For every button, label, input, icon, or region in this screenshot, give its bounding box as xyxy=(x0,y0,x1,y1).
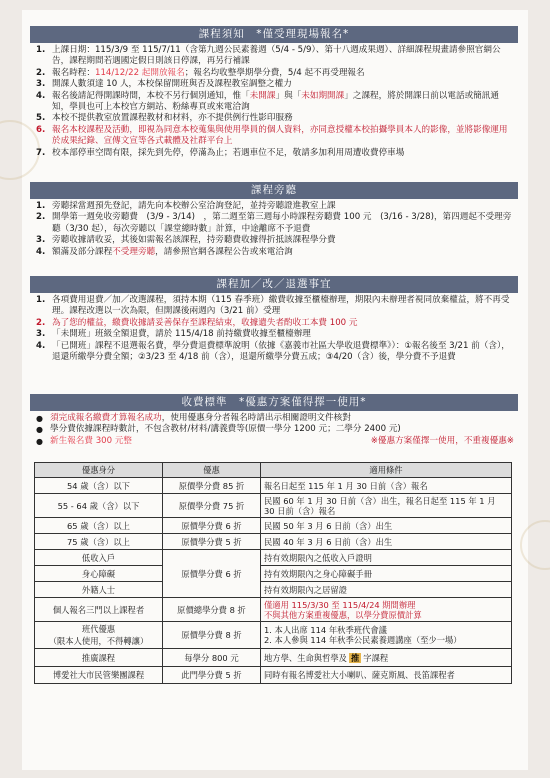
section-title-refund: 課程加／改／退選事宜 xyxy=(30,276,518,293)
list-item: 1. 旁聽採當週預先登記，請先向本校辦公室洽詢登記，並持旁聽證進教室上課 xyxy=(36,201,336,211)
list-item: 4. 額滿及部分課程不受理旁聽，請參照官網各課程公告或來電洽詢 xyxy=(36,246,293,257)
table-row: 班代優惠 （限本人使用，不得轉讓） 原價學分費 8 折 1. 本人出席 114 年秋季班代會議 2. 本人參與 114 年秋季公民素養週講座（至少一場） xyxy=(35,622,512,649)
list-item: ● 新生報名費 300 元整 ※優惠方案僅擇一使用，不重複優惠※ xyxy=(36,435,514,446)
table-row: 個人報名三門以上課程者 原價總學分費 8 折 僅適用 115/3/30 至 115/4/24 期間辦理 不與其他方案重複優惠，以學分費原價計算 xyxy=(35,598,512,622)
table-header-row xyxy=(35,463,512,478)
table-row: 75 歲（含）以上 原價學分費 5 折 民國 40 年 3 月 6 日前（含）出生 xyxy=(35,534,512,550)
list-item: 5. 本校不提供教室放置課程教材和材料，亦不提供例行性影印服務 xyxy=(36,113,293,124)
table-row: 外籍人士 持有效期限內之居留證 xyxy=(35,582,512,598)
list-item: 2. 開學第一週免收旁聽費 (3/9 - 3/14) ，第二週至第三週每小時課程旁聽費 100 元 (3/16 - 3/28)，第四週起不受理旁聽（3/30 起），每次旁聽以「課堂總時數」計算，中途離席不予退費 xyxy=(36,212,512,234)
list-item: 2. 報名時程：114/12/22 起開放報名；報名均收整學期學分費，5/4 起不再受理報名 xyxy=(36,67,365,78)
table-row: 55 - 64 歲（含）以下 原價學分費 75 折 民國 60 年 1 月 30 日前（含）出生，報名日起至 115 年 1 月 30 日前（含）報名 xyxy=(35,494,512,518)
notice-list xyxy=(36,45,514,159)
refund-list xyxy=(36,295,514,363)
list-item: 3. 旁聽收據請收妥，其後如需報名該課程，持旁聽費收據得折抵該課程學分費 xyxy=(36,235,336,246)
discount-table xyxy=(34,462,512,684)
list-item: ● 學分費依據課程時數計，不包含教材/材料/講義費等(原價一學分 1200 元；二學分 2400 元) xyxy=(36,424,401,435)
column-header: 優惠 xyxy=(163,463,261,478)
table-row: 身心障礙 持有效期限內之身心障礙手冊 xyxy=(35,566,512,582)
list-item: 6. 報名本校課程及活動，即視為同意本校蒐集與使用學員的個人資料，亦同意授權本校拍攝學員本人的影像，並將影像運用於成果紀錄、宣傳文宣等各式載體及社群平台上 xyxy=(36,124,508,147)
list-item: 1. 上課日期：115/3/9 至 115/7/11（含第九週公民素養週（5/4 - 5/9）、第十八週成果週）、詳細課程規畫請參照官網公告，課程期間若遇國定假日則該日停課，再另行補課 xyxy=(36,45,501,67)
list-item: 3. 開課人數須達 10 人，本校保留開班與否及課程教室調整之權力 xyxy=(36,79,292,90)
section-title-notice: 課程須知 *僅受理現場報名* xyxy=(30,26,518,43)
table-row: 低收入戶 原價學分費 6 折 持有效期限內之低收入戶證明 xyxy=(35,550,512,566)
section-title-audit: 課程旁聽 xyxy=(30,182,518,199)
column-header: 適用條件 xyxy=(261,463,512,478)
list-item: 4. 報名後請記得開課時間，本校不另行個別通知，惟「未開課」與「未如期開課」之課程，將於開課日前以電話或簡訊通知，學員也可上本校官方網站、粉絲專頁或來電洽詢 xyxy=(36,90,499,113)
list-item: 1. 各項費用退費／加／改選課程，須持本期（115 春季班）繳費收據至櫃檯辦理，期限內未辦理者視同放棄權益，將不再受理。課程改選以一次為限，但開課後兩週內（3/21 前）受理 xyxy=(36,295,510,317)
list-item: ● 須完成報名繳費才算報名成功，使用優惠身分者報名時請出示相關證明文件核對 xyxy=(36,413,351,423)
table-row: 54 歲（含）以下 原價學分費 85 折 報名日起至 115 年 1 月 30 日前（含）報名 xyxy=(35,478,512,494)
list-item: 3. 「未開班」班級全額退費，請於 115/4/18 前持繳費收據至櫃檯辦理 xyxy=(36,329,311,340)
list-item: 4. 「已開班」課程不退選報名費，學分費退費標準說明（依據《嘉義市社區大學收退費標準》）：①報名後至 3/21 前（含），退還所繳學分費全額；②3/23 至 4/18 前（含），退還所繳學分費五成；③4/20（含）後，學分費不予退費 xyxy=(36,340,510,363)
table-row: 65 歲（含）以上 原價學分費 6 折 民國 50 年 3 月 6 日前（含）出生 xyxy=(35,518,512,534)
audit-list xyxy=(36,201,514,258)
table-row: 博愛社大市民管樂團課程 此門學分費 5 折 同時有報名博愛社大小喇叭、薩克斯風、長笛課程者 xyxy=(35,667,512,684)
promo-glyph-icon: 推 xyxy=(350,652,360,663)
table-row: 推廣課程 每學分 800 元 地方學、生命與哲學及 推 字課程 xyxy=(35,649,512,667)
discount-bullets xyxy=(36,413,514,447)
section-title-discount: 收費標準 *優惠方案僅得擇一使用* xyxy=(30,394,518,411)
list-item: 7. 校本部停車空間有限，採先到先停，停滿為止；若遇車位不足，敬請多加利用周遭收費停車場 xyxy=(36,147,405,158)
list-item: 2. 為了您的權益，繳費收據請妥善保存至課程結束，收據遺失者酌收工本費 100 元 xyxy=(36,317,358,328)
column-header: 優惠身分 xyxy=(35,463,163,478)
